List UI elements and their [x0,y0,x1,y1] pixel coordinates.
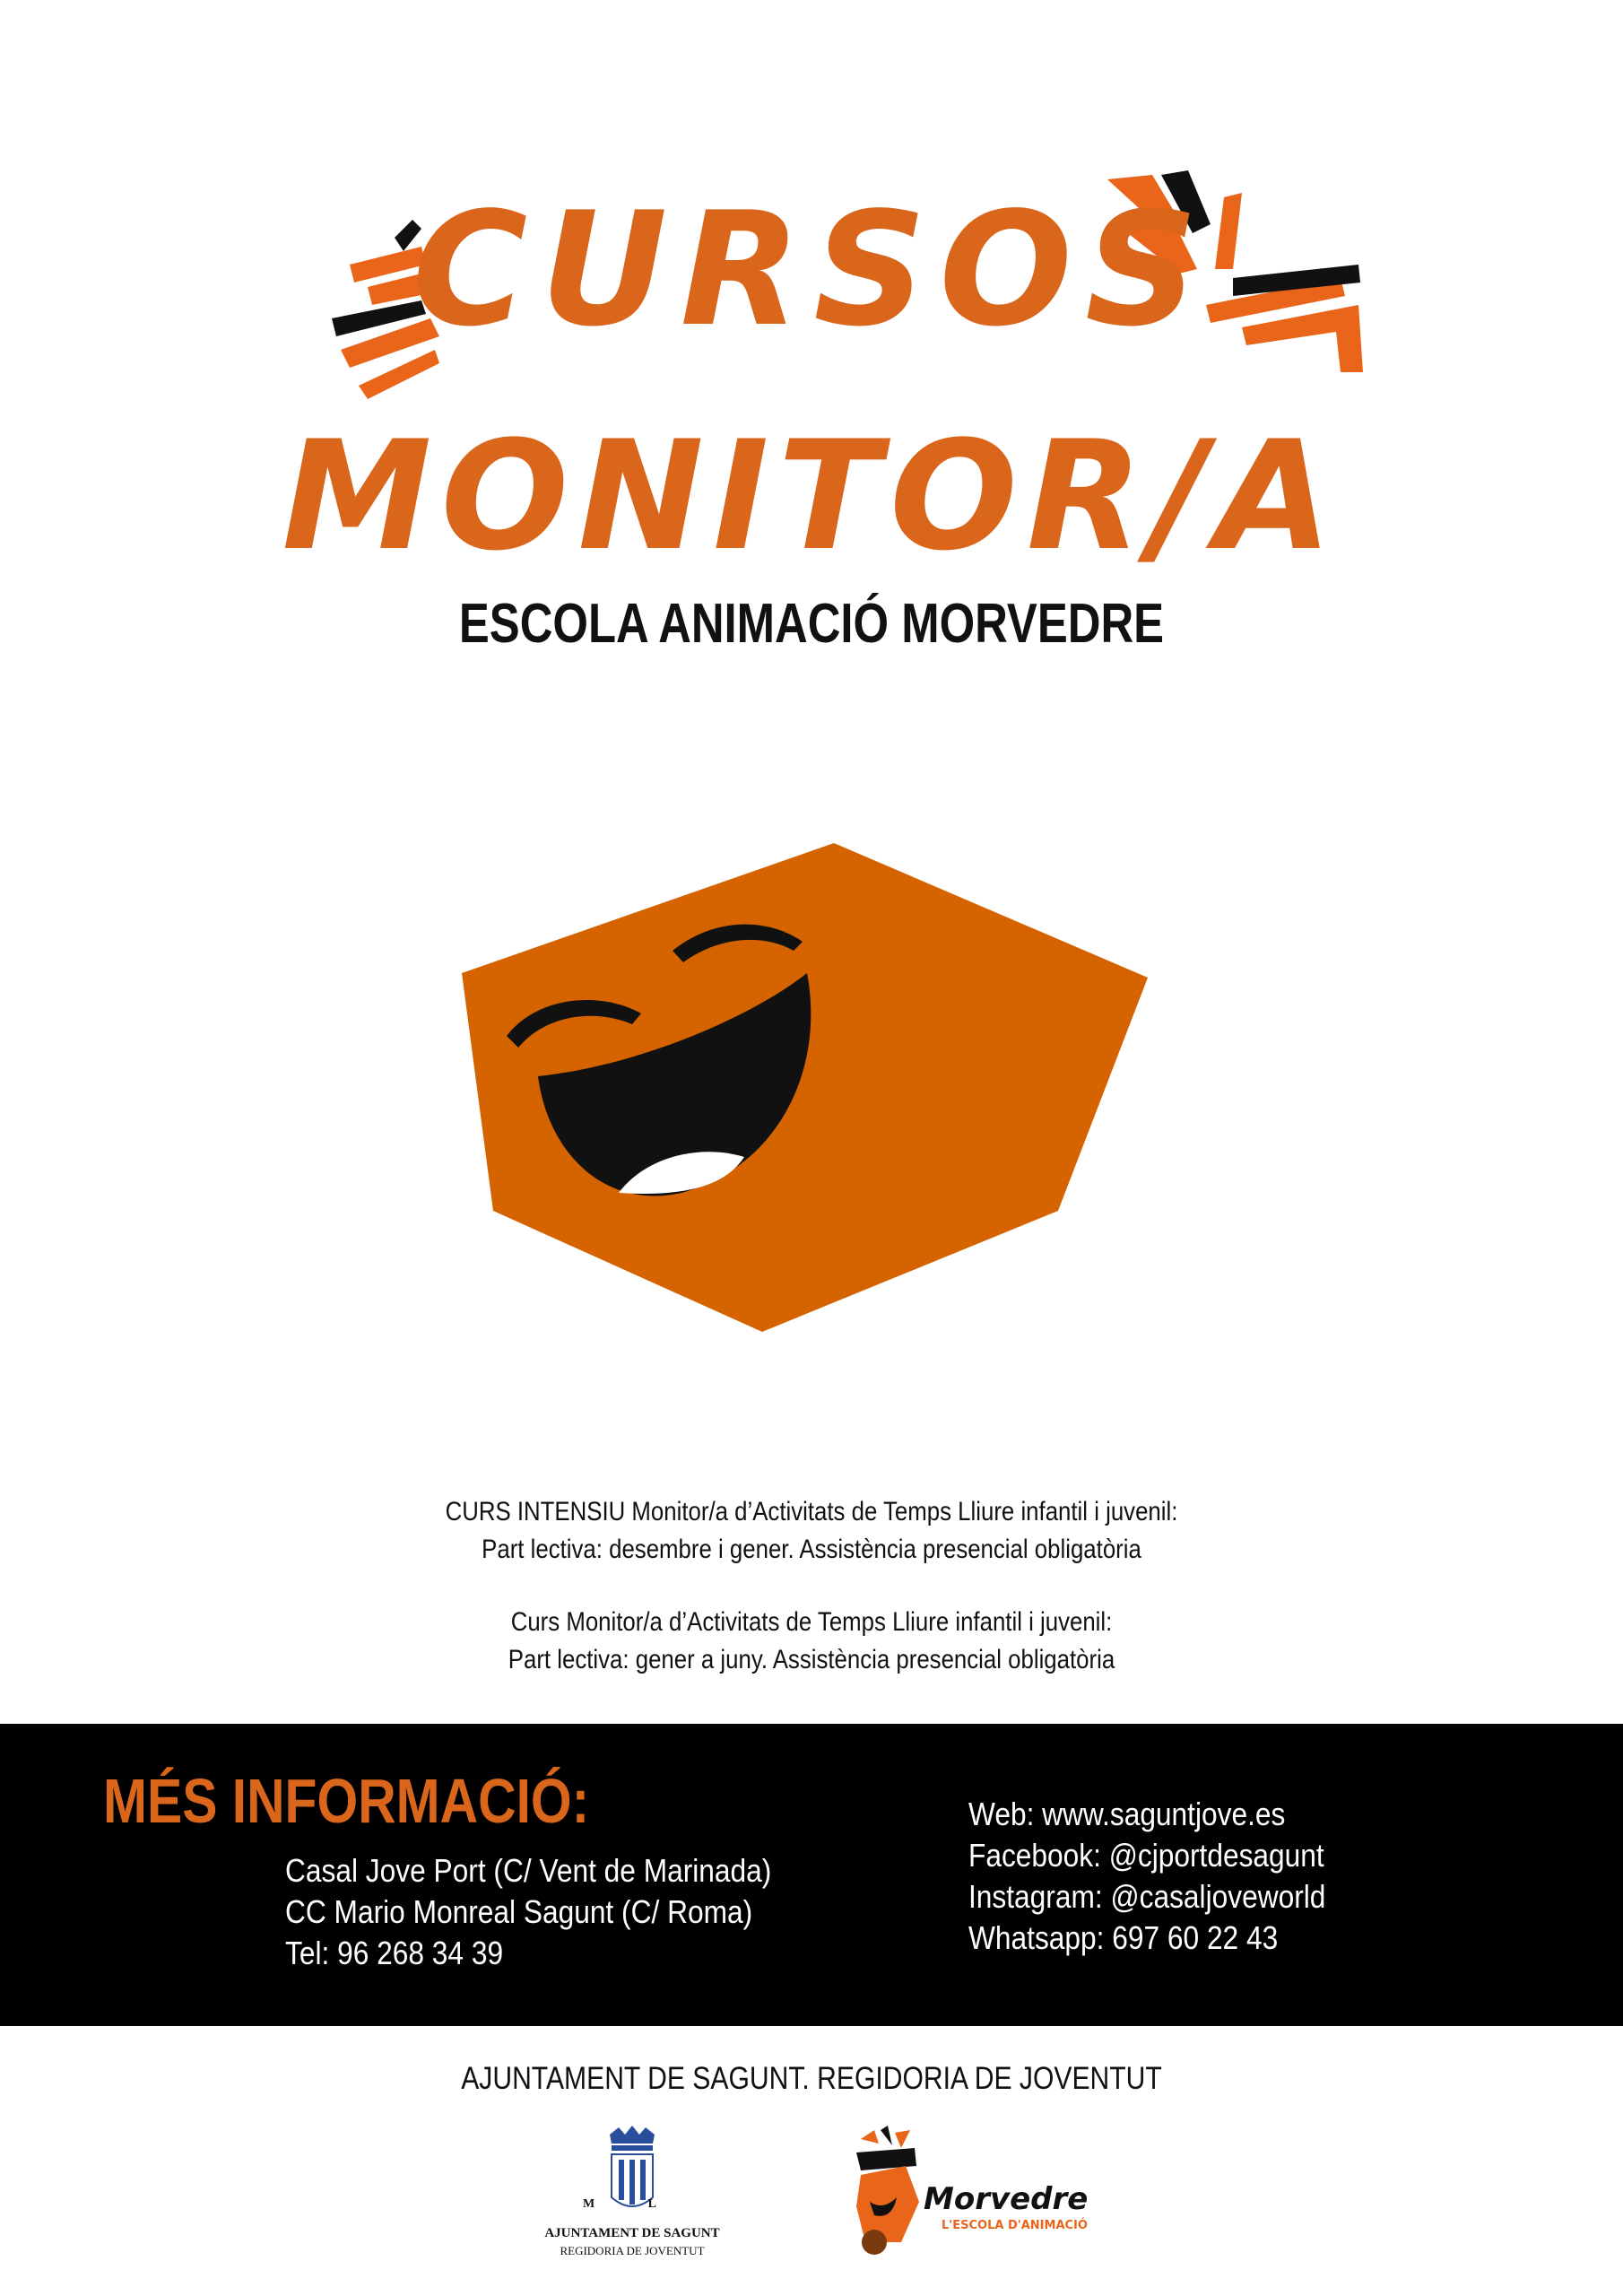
footer-organization: AJUNTAMENT DE SAGUNT. REGIDORIA DE JOVENTUT [461,2061,1162,2096]
morvedre-logo-name: Morvedre [924,2181,1089,2217]
subtitle: ESCOLA ANIMACIÓ MORVEDRE [458,593,1165,655]
course-regular-details: Part lectiva: gener a juny. Assistència presencial obligatòria [508,1645,1115,1674]
title-line-2: MONITOR/A [282,408,1341,584]
ajuntament-logo [529,2126,735,2269]
title-line-1: CURSOS [412,179,1211,361]
course-regular-title: Curs Monitor/a d’Activitats de Temps Lliure infantil i juvenil: [510,1607,1113,1637]
course-intensive-details: Part lectiva: desembre i gener. Assistència presencial obligatòria [482,1535,1141,1564]
course-intensive [114,1493,1510,1569]
whatsapp-number[interactable]: Whatsapp: 697 60 22 43 [968,1919,1279,1956]
morvedre-mascot-icon [852,2126,924,2260]
instagram-handle[interactable]: Instagram: @casaljoveworld [968,1878,1326,1915]
laughing-mask-icon [448,834,1166,1336]
facebook-handle[interactable]: Facebook: @cjportdesagunt [968,1837,1324,1874]
morvedre-logo [852,2126,1089,2269]
course-intensive-title: CURS INTENSIU Monitor/a d’Activitats de Temps Lliure infantil i juvenil: [445,1497,1178,1526]
web-link[interactable]: Web: www.saguntjove.es [968,1796,1286,1832]
morvedre-logo-tagline: L'ESCOLA D'ANIMACIÓ [942,2219,1088,2232]
course-regular [114,1604,1510,1679]
ajuntament-logo-line1: AJUNTAMENT DE SAGUNT [544,2226,720,2240]
contact-list [968,1794,1375,1959]
venue-casal-jove: Casal Jove Port (C/ Vent de Marinada) [285,1852,772,1889]
ajuntament-logo-letters: M L [582,2197,682,2211]
venue-cc-mario-monreal: CC Mario Monreal Sagunt (C/ Roma) [285,1893,753,1930]
ajuntament-logo-line2: REGIDORIA DE JOVENTUT [560,2244,705,2257]
venue-list [285,1850,838,1974]
more-info-heading: MÉS INFORMACIÓ: [103,1766,590,1836]
phone-number[interactable]: Tel: 96 268 34 39 [285,1935,504,1971]
